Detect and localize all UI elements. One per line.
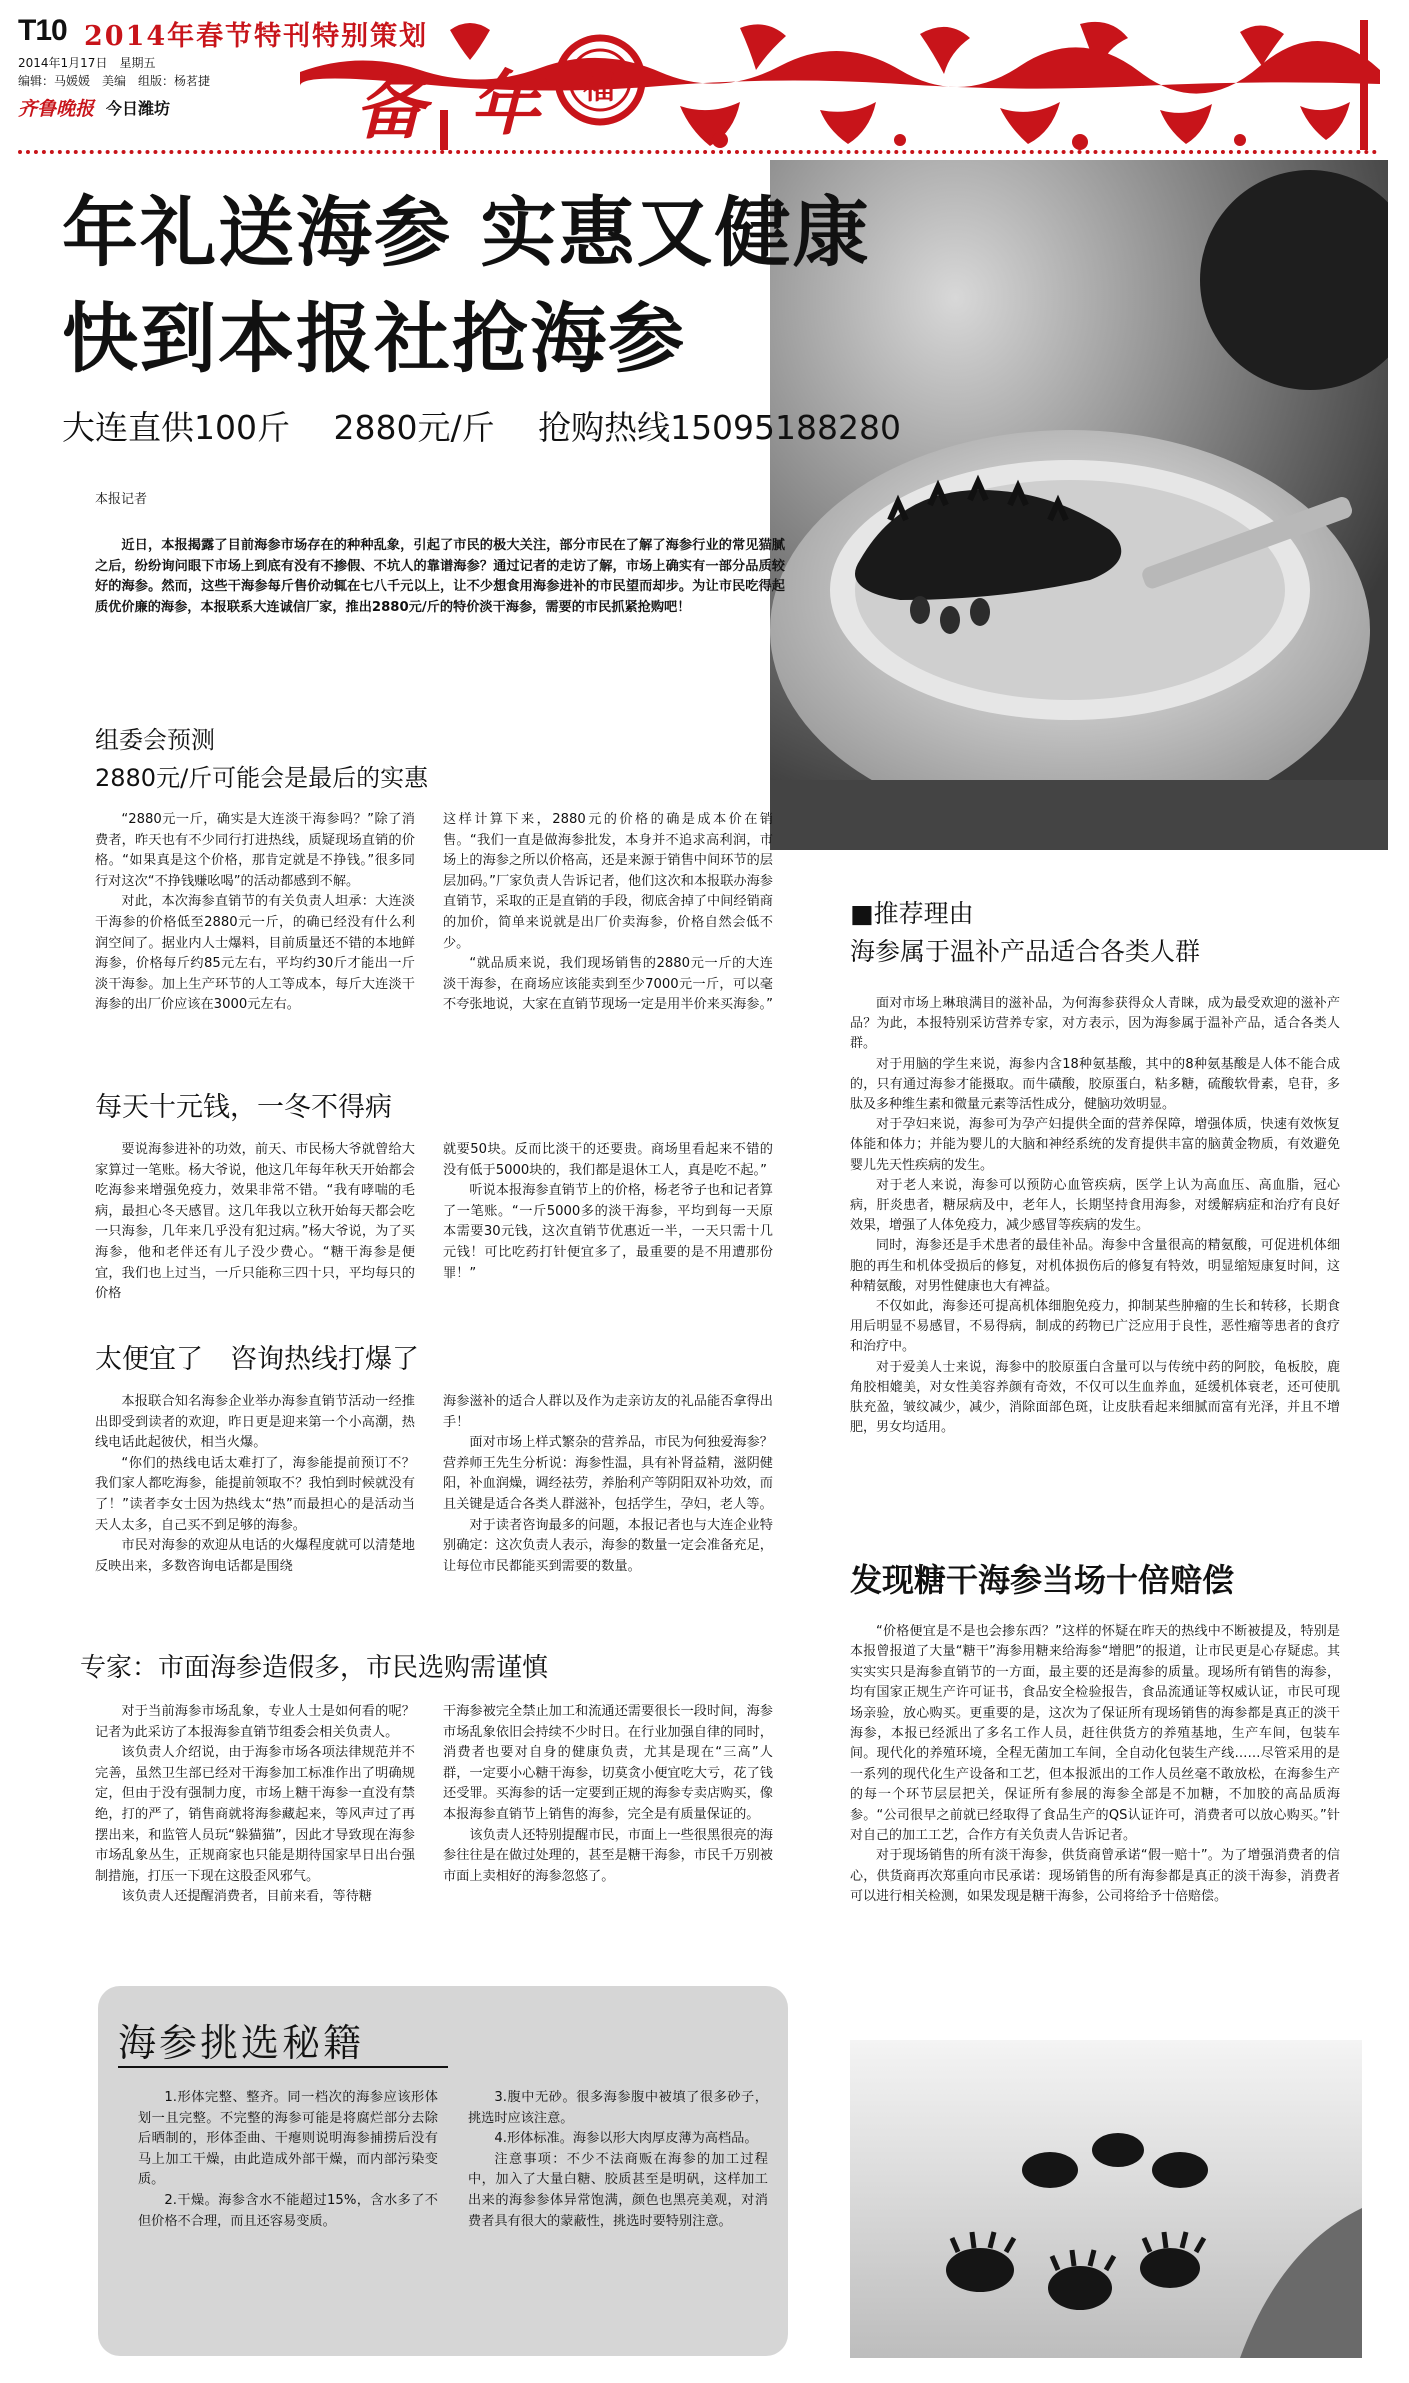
sec5-body xyxy=(850,1622,1340,1908)
lead-paragraph xyxy=(95,536,785,618)
banner-text: 2014年春节特刊特别策划 xyxy=(84,21,429,52)
byline: 本报记者 xyxy=(95,492,148,507)
sec1-title: 2880元/斤可能会是最后的实惠 xyxy=(95,764,429,792)
sec4-col-1 xyxy=(95,1702,415,1908)
sec2-col-2 xyxy=(443,1140,773,1284)
rec-p7: 对于爱美人士来说，海参中的胶原蛋白含量可以与传统中药的阿胶，龟板胶，鹿角胶相媲美，对女性美容养颜有奇效，不仅可以生血养血，延缓机体衰老，还可使肌肤充盈，皱纹减少，减少，消除面部色斑，让皮肤看起来细腻而富有光泽，并且不增肥，男女均适用。 xyxy=(850,1359,1340,1436)
tips-col1-p1: 1.形体完整、整齐。同一档次的海参应该形体划一且完整。不完整的海参可能是将腐烂部分去除后晒制的，形体歪曲、干瘪则说明海参捕捞后没有马上加工干燥，由此造成外部干燥，而内部污染变质。 xyxy=(138,2090,438,2188)
tips-col-1 xyxy=(138,2088,438,2232)
sec1-col1-p2: 对此，本次海参直销节的有关负责人坦承：大连淡干海参的价格低至2880元一斤，的确已经没有什么利润空间了。据业内人士爆料，目前质量还不错的本地鲜海参，价格每斤约85元左右，平均约30斤才能出一斤淡干海参。加上生产环节的人工等成本，每斤大连淡干海参的出厂价应该在3000元左右。 xyxy=(95,894,415,1013)
sec3-col-2 xyxy=(443,1392,773,1577)
sec3-title: 太便宜了 咨询热线打爆了 xyxy=(95,1344,419,1375)
rec-p2: 对于用脑的学生来说，海参内含18种氨基酸，其中的8种氨基酸是人体不能合成的，只有通过海参才能摄取。而牛磺酸，胶原蛋白，粘多糖，硫酸软骨素，皂苷，多肽及多种维生素和微量元素等活性成分，健脑功效明显。 xyxy=(850,1056,1340,1113)
masthead-date: 2014年1月17日 星期五 xyxy=(18,56,156,70)
sec3-col2-p2: 面对市场上样式繁杂的营养品，市民为何独爱海参？营养师王先生分析说：海参性温，具有补肾益精，滋阴健阳，补血润燥，调经祛劳，养胎利产等阴阳双补功效，而且关键是适合各类人群滋补，包括学生，孕妇，老人等。 xyxy=(443,1435,773,1512)
sec4-title: 专家：市面海参造假多，市民选购需谨慎 xyxy=(80,1653,549,1683)
rec-p5: 同时，海参还是手术患者的最佳补品。海参中含量很高的精氨酸，可促进机体细胞的再生和机体受损后的修复，对机体损伤后的修复有特效，明显缩短康复时间，这种精氨酸，对男性健康也大有裨益。 xyxy=(850,1238,1340,1294)
sec5-p1: “价格便宜是不是也会掺东西？”这样的怀疑在昨天的热线中不断被提及，特别是本报曾报道了大量“糖干”海参用糖来给海参“增肥”的报道，让市民更是心存疑虑。其实实实只是海参直销节的一方面，最主要的还是海参的质量。现场所有销售的海参，均有国家正规生产许可证书，食品安全检验报告，食品流通证等权威认证，市民可现场亲验，放心购买。更重要的是，这次为了保证所有现场销售的海参都是真正的淡干海参，本报已经派出了多名工作人员，赶往供货方的养殖基地，生产车间，包装车间。现代化的养殖环境，全程无菌加工车间，全自动化包装生产线……尽管采用的是一系列的现代化生产设备和工艺，但本报派出的工作人员丝毫不敢放松，在海参生产的每一个环节层层把关，保证所有参展的海参全部是不加糖，不加胶的高品质海参。“公司很早之前就已经取得了食品生产的QS认证许可，消费者可以放心购买。”针对自己的加工工艺，合作方有关负责人告诉记者。 xyxy=(850,1624,1340,1844)
tips-col1-p2: 2.干燥。海参含水不能超过15%，含水多了不但价格不合理，而且还容易变质。 xyxy=(138,2192,438,2229)
sec1-col-2 xyxy=(443,810,773,1016)
sec4-col1-p3: 该负责人还提醒消费者，目前来看，等待糖 xyxy=(121,1889,372,1905)
tips-col2-p2: 4.形体标准。海参以形大肉厚皮薄为高档品。 xyxy=(494,2131,758,2147)
sec1-col1-p1: “2880元一斤，确实是大连淡干海参吗？”除了消费者，昨天也有不少同行打进热线，质疑现场直销的价格。“如果真是这个价格，那肯定就是不挣钱。”很多同行对这次“不挣钱赚吆喝”的活动都感到不解。 xyxy=(95,812,415,889)
theme-char-bei: 备 xyxy=(355,66,425,149)
rec-p6: 不仅如此，海参还可提高机体细胞免疫力，抑制某些肿瘤的生长和转移，长期食用后明显不易感冒，不易得病，制成的药物已广泛应用于良性，恶性瘤等患者的食疗和治疗中。 xyxy=(850,1299,1340,1355)
sec1-kicker: 组委会预测 xyxy=(95,726,215,754)
tips-col2-p3: 注意事项：不少不法商贩在海参的加工过程中，加入了大量白糖、胶质甚至是明矾，这样加工出来的海参参体异常饱满，颜色也黑亮美观，对消费者具有很大的蒙蔽性，挑选时要特别注意。 xyxy=(468,2151,768,2229)
rec-p1: 面对市场上琳琅满目的滋补品，为何海参获得众人青睐，成为最受欢迎的滋补产品？为此，本报特别采访营养专家，对方表示，因为海参属于温补产品，适合各类人群。 xyxy=(850,996,1340,1052)
sec5-title: 发现糖干海参当场十倍赔偿 xyxy=(850,1561,1235,1599)
sec1-col2-p1: 这样计算下来，2880元的价格的确是成本价在销售。“我们一直是做海参批发，本身并不追求高利润，市场上的海参之所以价格高，还是来源于销售中间环节的层层加码。”厂家负责人告诉记者，他们这次和本报联办海参直销节，采取的正是直销的手段，彻底舍掉了中间经销商的加价，简单来说就是出厂价卖海参，价格自然会低不少。 xyxy=(443,812,773,951)
sec4-col-2 xyxy=(443,1702,773,1887)
lead-text: 近日，本报揭露了目前海参市场存在的种种乱象，引起了市民的极大关注，部分市民在了解了海参行业的常见猫腻之后，纷纷询问眼下市场上到底有没有不掺假、不坑人的靠谱海参？通过记者的走访了解，市场上确实有一部分品质较好的海参。然而，这些干海参每斤售价动辄在七八千元以上，让不少想食用海参进补的市民望而却步。为让市民吃得起质优价廉的海参，本报联系大连诚信厂家，推出2880元/斤的特价淡干海参，需要的市民抓紧抢购吧！ xyxy=(95,538,785,615)
fu-char: 福 xyxy=(583,68,616,106)
tips-box xyxy=(98,1986,788,2356)
tips-col-2 xyxy=(468,2088,768,2232)
papercut-decoration xyxy=(300,10,1380,160)
section-name: 今日潍坊 xyxy=(106,99,171,118)
masthead-editors: 编辑：马媛媛 美编 组版：杨茗捷 xyxy=(18,74,211,88)
rec-kicker: ■推荐理由 xyxy=(850,899,974,928)
sec2-col1-p1: 要说海参进补的功效，前天、市民杨大爷就曾给大家算过一笔账。杨大爷说，他这几年每年秋天开始都会吃海参来增强免疫力，效果非常不错。“我有哮喘的毛病，最担心冬天感冒。这几年我以立秋开始每天都会吃一只海参，几年来几乎没有犯过病。”杨大爷说，为了买海参，他和老伴还有儿子没少费心。“糖干海参是便宜，我们也上过当，一斤只能称三四十只，平均每只的价格 xyxy=(95,1142,415,1302)
headline-subtitle: 大连直供100斤 2880元/斤 抢购热线15095188280 xyxy=(62,408,902,447)
theme-char-nian: 年 xyxy=(470,62,540,145)
sec1-col-1 xyxy=(95,810,415,1016)
sec4-col1-p1: 对于当前海参市场乱象，专业人士是如何看的呢？记者为此采访了本报海参直销节组委会相关负责人。 xyxy=(95,1704,415,1740)
sec4-col2-p1: 干海参被完全禁止加工和流通还需要很长一段时间，海参市场乱象依旧会持续不少时日。在行业加强自律的同时，消费者也要对自身的健康负责，尤其是现在“三高”人群，一定要小心糖干海参，切莫贪小便宜吃大亏，花了钱还受罪。买海参的话一定要到正规的海参专卖店购买，像本报海参直销节上销售的海参，完全是有质量保证的。 xyxy=(443,1704,773,1822)
sec1-col2-p2: “就品质来说，我们现场销售的2880元一斤的大连淡干海参，在商场应该能卖到至少7000元一斤，可以毫不夸张地说，大家在直销节现场一定是用半价来买海参。” xyxy=(443,956,773,1013)
rec-body xyxy=(850,994,1340,1438)
masthead-rule xyxy=(18,150,1378,154)
sec3-col1-p3: 市民对海参的欢迎从电话的火爆程度就可以清楚地反映出来，多数咨询电话都是围绕 xyxy=(95,1538,415,1574)
sec4-col2-p2: 该负责人还特别提醒市民，市面上一些很黑很亮的海参往往是在做过处理的，甚至是糖干海参，市民千万别被市面上卖相好的海参忽悠了。 xyxy=(443,1827,773,1884)
rec-p4: 对于老人来说，海参可以预防心血管疾病，医学上认为高血压、高血脂，冠心病，肝炎患者，糖尿病及中，老年人，长期坚持食用海参，对缓解病症和治疗有良好效果，增强了人体免疫力，减少感冒等疾病的发生。 xyxy=(850,1177,1340,1234)
tips-title-rule xyxy=(118,2066,448,2068)
sec3-col-1 xyxy=(95,1392,415,1577)
sec4-col1-p2: 该负责人介绍说，由于海参市场各项法律规范并不完善，虽然卫生部已经对干海参加工标准作出了明确规定，但由于没有强制力度，市场上糖干海参一直没有禁绝，打的严了，销售商就将海参藏起来，等风声过了再摆出来，和监管人员玩“躲猫猫”，因此才导致现在海参市场乱象丛生，正规商家也只能是期待国家早日出台强制措施，打压一下现在这股歪风邪气。 xyxy=(95,1745,415,1884)
sec5-p2: 对于现场销售的所有淡干海参，供货商曾承诺“假一赔十”。为了增强消费者的信心，供货商再次郑重向市民承诺：现场销售的所有海参都是真正的淡干海参，消费者可以进行相关检测，如果发现是糖干海参，公司将给予十倍赔偿。 xyxy=(850,1848,1340,1905)
sec2-col2-p2: 听说本报海参直销节上的价格，杨老爷子也和记者算了一笔账。“一斤5000多的淡干海参，平均到每一天原本需要30元钱，这次直销节优惠近一半，一天只需十几元钱！可比吃药打针便宜多了，最重要的是不用遭那份罪！” xyxy=(443,1183,773,1281)
sec3-col2-p3: 对于读者咨询最多的问题，本报记者也与大连企业特别确定：这次负责人表示，海参的数量一定会准备充足，让每位市民都能买到需要的数量。 xyxy=(443,1517,773,1574)
page-number: T10 xyxy=(18,14,67,47)
rec-p3: 对于孕妇来说，海参可为孕产妇提供全面的营养保障，增强体质，快速有效恢复体能和体力；并能为婴儿的大脑和神经系统的发育提供丰富的脑黄金物质，有效避免婴儿先天性疾病的发生。 xyxy=(850,1117,1340,1173)
dried-sea-cucumber-photo xyxy=(850,2040,1362,2358)
sec2-col-1 xyxy=(95,1140,415,1305)
sec3-col1-p1: 本报联合知名海参企业举办海参直销节活动一经推出即受到读者的欢迎，昨日更是迎来第一个小高潮，热线电话此起彼伏，相当火爆。 xyxy=(95,1394,415,1451)
headline-line-2: 快到本报社抢海参 xyxy=(62,294,686,383)
paper-logo: 齐鲁晚报 xyxy=(18,98,95,120)
tips-title: 海参挑选秘籍 xyxy=(118,2021,365,2065)
sec3-col1-p2: “你们的热线电话太难打了，海参能提前预订不？我们家人都吃海参，能提前领取不？我怕到时候就没有了！”读者李女士因为热线太“热”而最担心的是活动当天人太多，自己买不到足够的海参。 xyxy=(95,1455,415,1533)
rec-title: 海参属于温补产品适合各类人群 xyxy=(850,937,1201,966)
sec2-title: 每天十元钱，一冬不得病 xyxy=(95,1092,392,1123)
tips-col2-p1: 3.腹中无砂。很多海参腹中被填了很多砂子，挑选时应该注意。 xyxy=(468,2090,768,2126)
sec2-col2-p1: 就要50块。反而比淡干的还要贵。商场里看起来不错的没有低于5000块的，我们都是退休工人，真是吃不起。” xyxy=(443,1142,773,1178)
sec3-col2-p1: 海参滋补的适合人群以及作为走亲访友的礼品能否拿得出手！ xyxy=(443,1394,773,1430)
headline-line-1: 年礼送海参 实惠又健康 xyxy=(62,188,871,277)
